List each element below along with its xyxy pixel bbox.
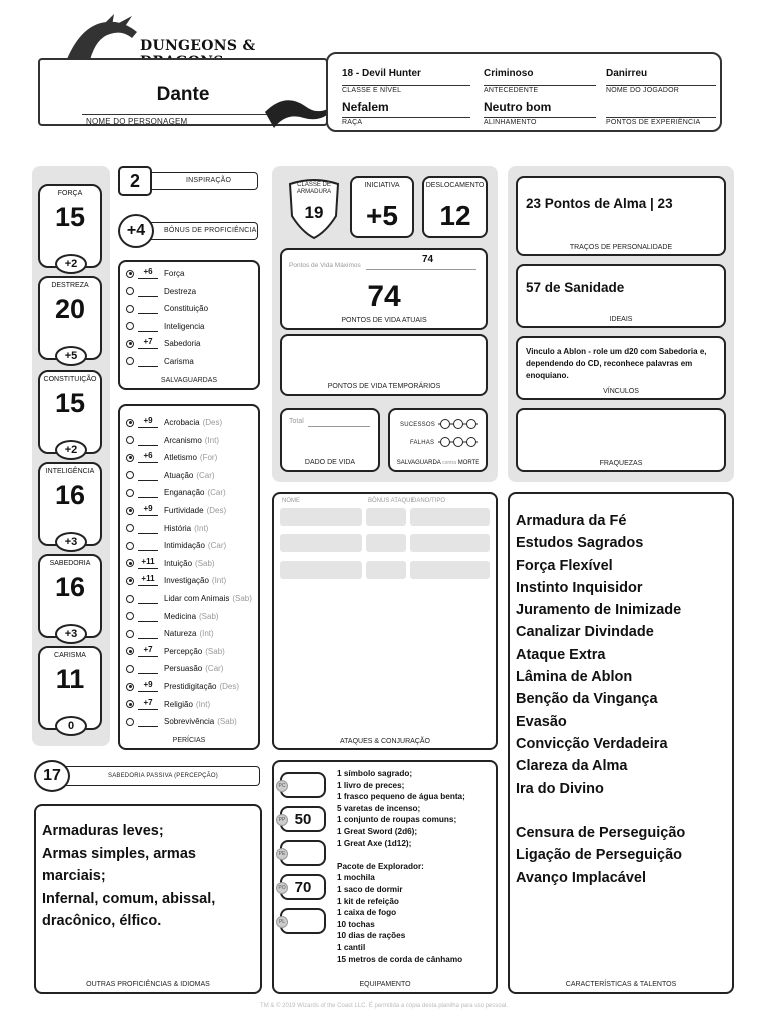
- race-label: RAÇA: [342, 117, 470, 126]
- coin-value[interactable]: 50: [294, 811, 312, 828]
- skill-value: +11: [138, 558, 158, 569]
- feature-item: Avanço Implacável: [516, 869, 647, 886]
- skill-proficiency-checkbox[interactable]: [126, 700, 134, 708]
- skill-name: Persuasão: [164, 664, 203, 674]
- attack-bonus-cell[interactable]: [366, 534, 406, 552]
- hit-points: [280, 248, 488, 330]
- skill-row[interactable]: [126, 484, 226, 501]
- attribute-label: CONSTITUIÇÃO: [43, 376, 97, 383]
- feature-item: Evasão: [516, 713, 567, 730]
- background[interactable]: Criminoso: [484, 68, 534, 79]
- proficiency-line: Infernal, comum, abissal,: [42, 890, 216, 907]
- feature-item: Lâmina de Ablon: [516, 669, 633, 686]
- attribute-score[interactable]: 15: [54, 202, 86, 232]
- skills: [118, 404, 260, 750]
- race[interactable]: Nefalem: [342, 100, 389, 114]
- attribute-label: FORÇA: [57, 190, 83, 197]
- equipment-item: 1 mochila: [337, 873, 375, 883]
- coin-label: PE: [276, 848, 288, 860]
- equipment-item: 1 símbolo sagrado;: [337, 769, 413, 778]
- equipment-list[interactable]: [337, 768, 495, 965]
- skill-proficiency-checkbox[interactable]: [126, 524, 134, 532]
- skill-name: Investigação: [164, 576, 209, 586]
- skill-value: +7: [138, 699, 158, 710]
- feature-item: Estudos Sagrados: [516, 535, 644, 552]
- xp-label: PONTOS DE EXPERIÊNCIA: [606, 117, 716, 126]
- skill-attribute: (Int): [204, 435, 220, 445]
- ideals: [516, 264, 726, 328]
- skill-value: [138, 435, 158, 446]
- save-value: [138, 286, 158, 297]
- attacks-col-name: NOME: [282, 498, 300, 504]
- logo: [62, 22, 332, 58]
- ac-value[interactable]: 19: [304, 203, 324, 222]
- save-proficiency-checkbox[interactable]: [126, 340, 134, 348]
- feature-item: Instinto Inquisidor: [516, 579, 643, 596]
- attribute-score[interactable]: 16: [54, 480, 86, 510]
- player-name[interactable]: Danirreu: [606, 68, 648, 79]
- death-label-a: SALVAGUARDA: [396, 460, 441, 466]
- passive-perception: [34, 760, 262, 792]
- death-label-c: MORTE: [457, 460, 480, 466]
- hp-max-label: Pontos de Vida Máximos: [289, 262, 361, 269]
- character-name-label: NOME DO PERSONAGEM: [86, 117, 188, 126]
- death-success-checkboxes[interactable]: [438, 418, 478, 430]
- hp-max[interactable]: 74: [422, 254, 434, 265]
- hp-current[interactable]: 74: [367, 280, 401, 313]
- death-label-b: contra: [442, 460, 457, 466]
- save-value: +6: [138, 268, 158, 279]
- alignment[interactable]: Neutro bom: [484, 100, 552, 114]
- skill-name: Enganação: [164, 488, 205, 498]
- skill-row[interactable]: [126, 660, 223, 677]
- personality-traits: [516, 176, 726, 256]
- skill-proficiency-checkbox[interactable]: [126, 419, 134, 427]
- save-name: Força: [164, 269, 185, 278]
- proficiency-label: BÔNUS DE PROFICIÊNCIA: [164, 227, 257, 234]
- skill-row[interactable]: [126, 520, 208, 537]
- saves-title: SALVAGUARDAS: [160, 377, 218, 384]
- skill-attribute: (Car): [196, 470, 215, 480]
- skill-name: Percepção: [164, 646, 203, 656]
- skill-value: +7: [138, 646, 158, 657]
- skill-proficiency-checkbox[interactable]: [126, 489, 134, 497]
- save-name: Constituição: [164, 304, 209, 313]
- save-name: Inteligencia: [164, 321, 205, 331]
- bonds-label: VÍNCULOS: [603, 388, 639, 395]
- hp-temp-label: PONTOS DE VIDA TEMPORÁRIOS: [327, 383, 441, 390]
- inspiration-label: INSPIRAÇÃO: [186, 177, 232, 184]
- skill-row[interactable]: [126, 590, 252, 607]
- death-fail-checkboxes[interactable]: [438, 436, 478, 448]
- save-proficiency-checkbox[interactable]: [126, 270, 134, 278]
- coin-label: PO: [276, 882, 288, 894]
- skill-name: Lidar com Animais: [164, 594, 230, 603]
- skill-name: Intimidação: [164, 541, 205, 551]
- skill-row[interactable]: [126, 555, 215, 572]
- skill-attribute: (Car): [207, 488, 226, 498]
- save-name: Carisma: [164, 356, 194, 366]
- save-proficiency-checkbox[interactable]: [126, 357, 134, 365]
- equipment-label: EQUIPAMENTO: [359, 981, 411, 988]
- skill-proficiency-checkbox[interactable]: [126, 612, 134, 620]
- attack-name-cell[interactable]: [280, 508, 362, 526]
- proficiency-bonus: [118, 214, 260, 248]
- skill-attribute: (Des): [219, 682, 240, 691]
- skill-value: [138, 540, 158, 551]
- skill-proficiency-checkbox[interactable]: [126, 454, 134, 462]
- attribute-label: INTELIGÊNCIA: [45, 468, 95, 475]
- attacks-col-damage: DANO/TIPO: [412, 498, 446, 504]
- bonds-text[interactable]: Vinculo a Ablon - role um d20 com Sabedoria e, dependendo do CD, reconhece palavras em enoquiano.: [526, 347, 707, 380]
- equipment-item: 1 Great Sword (2d6);: [337, 826, 418, 836]
- skill-row[interactable]: [126, 643, 225, 660]
- skill-name: História: [164, 523, 192, 533]
- save-name: Destreza: [164, 286, 197, 296]
- ac-label: CLASSE DE ARMADURA: [296, 182, 332, 195]
- skill-proficiency-checkbox[interactable]: [126, 577, 134, 585]
- attribute-label: CARISMA: [54, 652, 86, 659]
- attribute-modifier[interactable]: +3: [55, 532, 87, 552]
- proficiency-line: Armaduras leves;: [42, 823, 164, 839]
- dragon-icon: [62, 14, 152, 64]
- attacks-label: ATAQUES & CONJURAÇÃO: [340, 738, 430, 745]
- skill-name: Sobrevivência: [164, 717, 215, 727]
- save-value: [138, 303, 158, 314]
- save-value: +7: [138, 338, 158, 349]
- skill-name: Atuação: [164, 470, 194, 480]
- feature-item: Censura de Perseguição: [516, 825, 686, 842]
- attribute-score[interactable]: 15: [54, 388, 86, 418]
- coin-3[interactable]: [280, 874, 326, 900]
- attribute-5: [38, 646, 102, 730]
- save-name: Sabedoria: [164, 339, 201, 348]
- attribute-modifier[interactable]: +5: [55, 346, 87, 366]
- equipment-item: 1 kit de refeição: [337, 896, 399, 906]
- initiative-value[interactable]: +5: [366, 200, 398, 231]
- coin-1[interactable]: [280, 806, 326, 832]
- skill-attribute: (Int): [211, 576, 227, 586]
- skill-value: [138, 628, 158, 639]
- save-value: [138, 356, 158, 367]
- coin-4[interactable]: [280, 908, 326, 934]
- attack-damage-cell[interactable]: [410, 508, 490, 526]
- equipment-item: 1 saco de dormir: [337, 884, 403, 894]
- coin-label: PL: [276, 916, 288, 928]
- attack-bonus-cell[interactable]: [366, 508, 406, 526]
- class-level[interactable]: 18 - Devil Hunter: [342, 68, 421, 79]
- skill-row[interactable]: [126, 678, 239, 695]
- skill-row[interactable]: [126, 713, 237, 730]
- skill-row[interactable]: [126, 432, 219, 449]
- equipment-item: 15 metros de corda de cânhamo: [337, 954, 463, 964]
- feature-item: Canalizar Divindade: [516, 624, 654, 641]
- hp-current-label: PONTOS DE VIDA ATUAIS: [341, 317, 427, 324]
- skill-row[interactable]: [126, 537, 226, 554]
- skill-attribute: (Des): [202, 418, 223, 427]
- flaws-label: FRAQUEZAS: [599, 460, 643, 467]
- ideals-label: IDEAIS: [609, 316, 633, 323]
- attribute-modifier[interactable]: +3: [55, 624, 87, 644]
- skill-proficiency-checkbox[interactable]: [126, 507, 134, 515]
- feature-item: Ira do Divino: [516, 780, 604, 797]
- features-traits: [508, 492, 734, 994]
- speed-label: DESLOCAMENTO: [425, 182, 485, 189]
- skill-attribute: (Sab): [232, 594, 252, 603]
- skill-proficiency-checkbox[interactable]: [126, 595, 134, 603]
- attribute-0: [38, 184, 102, 268]
- skill-row[interactable]: [126, 608, 219, 625]
- inspiration-value[interactable]: 2: [118, 166, 152, 196]
- footer: TM & © 2019 Wizards of the Coast LLC. É permitida a cópia desta planilha para uso pessoal.: [260, 1003, 508, 1009]
- alignment-label: ALINHAMENTO: [484, 117, 596, 126]
- speed: [422, 176, 488, 238]
- coin-label: PP: [276, 814, 288, 826]
- skill-proficiency-checkbox[interactable]: [126, 647, 134, 655]
- saving-throws: [118, 260, 260, 390]
- character-info-box: [326, 52, 722, 132]
- hit-dice-label: DADO DE VIDA: [304, 459, 356, 466]
- skill-value: +6: [138, 452, 158, 463]
- personality-label: TRAÇOS DE PERSONALIDADE: [569, 244, 673, 251]
- attribute-2: [38, 370, 102, 454]
- skill-proficiency-checkbox[interactable]: [126, 665, 134, 673]
- ideals-text[interactable]: 57 de Sanidade: [526, 280, 625, 295]
- skill-row[interactable]: [126, 625, 214, 642]
- attacks-col-bonus: BÔNUS ATAQUE: [368, 498, 415, 504]
- skill-row[interactable]: [126, 696, 210, 713]
- attack-name-cell[interactable]: [280, 561, 362, 579]
- save-row[interactable]: [126, 353, 194, 370]
- attribute-modifier[interactable]: +2: [55, 254, 87, 274]
- skill-value: [138, 611, 158, 622]
- skill-value: +11: [138, 575, 158, 586]
- death-saves: [388, 408, 488, 472]
- attribute-3: [38, 462, 102, 546]
- skill-attribute: (Sab): [199, 611, 219, 621]
- coin-value[interactable]: 70: [294, 879, 312, 896]
- flaws: [516, 408, 726, 472]
- logo-text: DUNGEONS &: [140, 38, 256, 54]
- save-row[interactable]: [126, 283, 196, 300]
- coin-0[interactable]: [280, 772, 326, 798]
- skill-proficiency-checkbox[interactable]: [126, 718, 134, 726]
- hit-dice: [280, 408, 380, 472]
- feature-item: Força Flexível: [516, 557, 613, 574]
- skill-value: [138, 470, 158, 481]
- attribute-label: SABEDORIA: [49, 560, 91, 567]
- attribute-4: [38, 554, 102, 638]
- equipment-item: 5 varetas de incenso;: [337, 803, 421, 813]
- initiative: [350, 176, 414, 238]
- skill-row[interactable]: [126, 502, 226, 519]
- attribute-score[interactable]: 20: [54, 294, 86, 324]
- equipment-item: Pacote de Explorador:: [337, 861, 424, 871]
- skill-attribute: (For): [199, 453, 218, 463]
- equipment-item: [337, 849, 495, 861]
- attribute-label: DESTREZA: [51, 282, 89, 289]
- skill-attribute: (Sab): [205, 646, 225, 656]
- skill-name: Arcanismo: [164, 435, 202, 445]
- skill-attribute: (Sab): [217, 717, 237, 727]
- attack-damage-cell[interactable]: [410, 534, 490, 552]
- feature-item: Benção da Vingança: [516, 691, 658, 708]
- proficiency-value[interactable]: +4: [118, 214, 154, 248]
- equipment-item: 1 Great Axe (1d12);: [337, 838, 412, 848]
- save-proficiency-checkbox[interactable]: [126, 322, 134, 330]
- attack-damage-cell[interactable]: [410, 561, 490, 579]
- equipment-item: 1 conjunto de roupas comuns;: [337, 815, 457, 825]
- skill-attribute: (Int): [195, 699, 211, 709]
- skills-title: PERÍCIAS: [172, 737, 206, 744]
- death-fail-label: FALHAS: [410, 440, 435, 446]
- save-proficiency-checkbox[interactable]: [126, 287, 134, 295]
- class-level-label: CLASSE E NÍVEL: [342, 85, 470, 94]
- attack-name-cell[interactable]: [280, 534, 362, 552]
- feature-item: Clareza da Alma: [516, 758, 628, 775]
- skill-proficiency-checkbox[interactable]: [126, 683, 134, 691]
- equipment-item: 1 frasco pequeno de água benta;: [337, 792, 465, 802]
- skill-row[interactable]: [126, 572, 226, 589]
- skill-name: Natureza: [164, 629, 197, 639]
- equipment-item: 1 cantil: [337, 942, 366, 952]
- attribute-score[interactable]: 11: [55, 664, 85, 694]
- skill-name: Religião: [164, 699, 193, 709]
- skill-attribute: (Int): [194, 523, 209, 533]
- skill-value: [138, 523, 158, 534]
- feature-item: Ligação de Perseguição: [516, 847, 683, 864]
- equipment-item: 1 caixa de fogo: [337, 908, 397, 918]
- skill-name: Atletismo: [164, 453, 197, 463]
- equipment-item: 10 tochas: [337, 919, 375, 929]
- skill-proficiency-checkbox[interactable]: [126, 542, 134, 550]
- skill-value: +9: [138, 505, 158, 516]
- skill-value: [138, 593, 158, 604]
- player-name-label: NOME DO JOGADOR: [606, 85, 716, 94]
- skill-name: Prestidigitação: [164, 682, 217, 691]
- skill-name: Acrobacia: [164, 418, 200, 427]
- equipment-item: 1 livro de preces;: [337, 780, 405, 790]
- coin-label: PC: [276, 780, 288, 792]
- inspiration: [118, 166, 260, 196]
- proficiency-line: dracônico, élfico.: [42, 913, 162, 929]
- background-label: ANTECEDENTE: [484, 85, 596, 94]
- coin-2[interactable]: [280, 840, 326, 866]
- passive-value[interactable]: 17: [34, 760, 70, 792]
- proficiency-line: Armas simples, armas: [42, 845, 196, 862]
- equipment-item: 10 dias de rações: [337, 931, 406, 941]
- skill-name: Furtividade: [164, 506, 204, 515]
- attribute-1: [38, 276, 102, 360]
- bonds: [516, 336, 726, 400]
- passive-label: SABEDORIA PASSIVA (PERCEPÇÃO): [108, 773, 218, 779]
- skill-proficiency-checkbox[interactable]: [126, 471, 134, 479]
- save-row[interactable]: [126, 265, 184, 282]
- skill-value: +9: [138, 417, 158, 428]
- features-label: CARACTERÍSTICAS & TALENTOS: [565, 981, 677, 988]
- skill-name: Medicina: [164, 611, 197, 621]
- death-saves-label: [390, 460, 486, 466]
- temp-hit-points: [280, 334, 488, 396]
- death-success-label: SUCESSOS: [400, 422, 435, 428]
- attribute-score[interactable]: 16: [54, 572, 86, 602]
- feature-item: Juramento de Inimizade: [516, 602, 682, 619]
- save-row[interactable]: [126, 318, 204, 335]
- skill-proficiency-checkbox[interactable]: [126, 559, 134, 567]
- skill-name: Intuição: [164, 558, 193, 568]
- skill-attribute: (Des): [206, 506, 227, 515]
- feature-item: Convicção Verdadeira: [516, 735, 668, 752]
- save-value: [138, 321, 158, 332]
- speed-value[interactable]: 12: [439, 200, 471, 231]
- initiative-label: INICIATIVA: [364, 182, 400, 189]
- save-row[interactable]: [126, 335, 200, 352]
- skill-value: [138, 487, 158, 498]
- other-proficiencies: [34, 804, 262, 994]
- attribute-modifier[interactable]: +2: [55, 440, 87, 460]
- hit-dice-total-label: Total: [289, 418, 304, 425]
- skill-proficiency-checkbox[interactable]: [126, 630, 134, 638]
- skill-value: +9: [138, 681, 158, 692]
- personality-text[interactable]: 23 Pontos de Alma | 23: [526, 196, 673, 211]
- feature-item: Ataque Extra: [516, 646, 606, 663]
- skill-proficiency-checkbox[interactable]: [126, 436, 134, 444]
- skill-row[interactable]: [126, 449, 217, 466]
- skill-attribute: (Car): [207, 541, 227, 551]
- skill-row[interactable]: [126, 467, 215, 484]
- proficiency-line: marciais;: [42, 868, 106, 884]
- feature-item: [516, 800, 728, 822]
- attacks-spellcasting: [272, 492, 498, 750]
- save-proficiency-checkbox[interactable]: [126, 305, 134, 313]
- skill-value: [138, 663, 158, 674]
- skill-attribute: (Sab): [195, 558, 215, 568]
- feature-item: Armadura da Fé: [516, 513, 627, 529]
- save-row[interactable]: [126, 300, 208, 317]
- character-name[interactable]: Dante: [156, 84, 210, 105]
- proficiencies-label: OUTRAS PROFICIÊNCIAS & IDIOMAS: [86, 981, 210, 988]
- attribute-modifier[interactable]: 0: [55, 716, 87, 736]
- attack-bonus-cell[interactable]: [366, 561, 406, 579]
- skill-value: [138, 716, 158, 727]
- skill-attribute: (Int): [199, 629, 214, 639]
- skill-attribute: (Car): [205, 664, 224, 674]
- skill-row[interactable]: [126, 414, 222, 431]
